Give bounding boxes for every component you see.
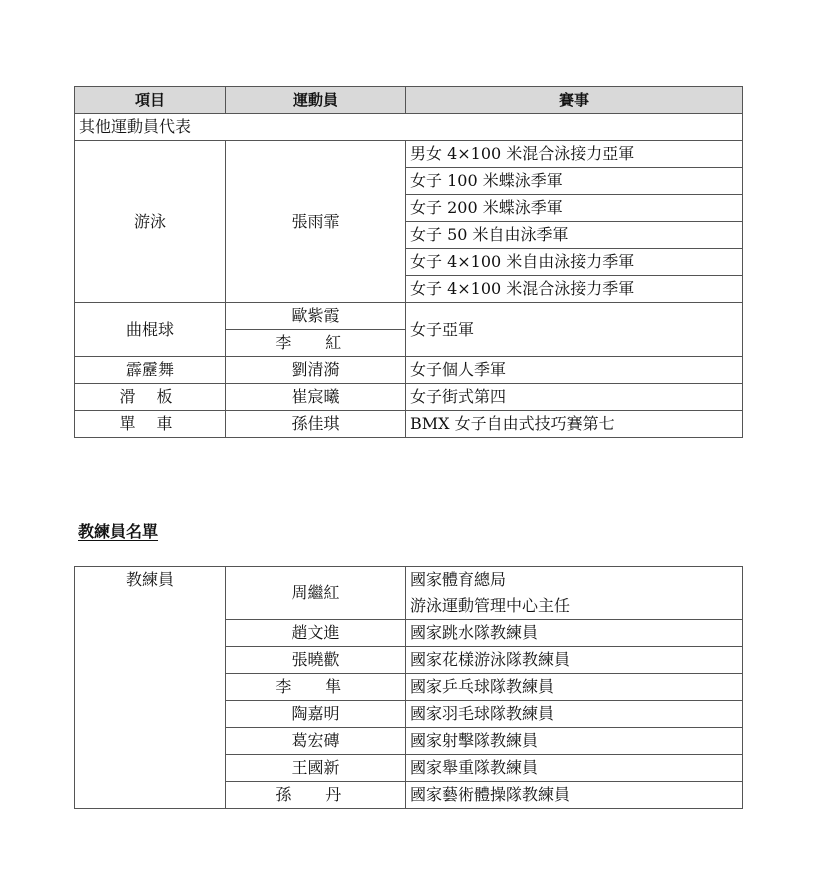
event-cell: 女子 200 米蝶泳季軍: [406, 195, 743, 222]
coach-title: 國家藝術體操隊教練員: [406, 782, 743, 809]
coach-name: 葛宏磚: [226, 728, 406, 755]
coach-name: 張曉歡: [226, 647, 406, 674]
header-event: 賽事: [406, 87, 743, 114]
table-row: [75, 303, 743, 330]
athletes-table: [74, 86, 743, 438]
event-cell: BMX 女子自由式技巧賽第七: [406, 411, 743, 438]
table-row: [75, 567, 743, 620]
event-cell: 女子個人季軍: [406, 357, 743, 384]
coach-title: 國家羽毛球隊教練員: [406, 701, 743, 728]
event-cell: 女子 4×100 米混合泳接力季軍: [406, 276, 743, 303]
coach-title: 國家乒乓球隊教練員: [406, 674, 743, 701]
athlete-swimming: 張雨霏: [226, 141, 406, 303]
coach-title: 國家花樣游泳隊教練員: [406, 647, 743, 674]
coaches-table: [74, 566, 743, 809]
event-cell: 女子街式第四: [406, 384, 743, 411]
athlete-cell: 孫佳琪: [226, 411, 406, 438]
coach-title-line2: 游泳運動管理中心主任: [410, 596, 571, 615]
event-cell: 女子 4×100 米自由泳接力季軍: [406, 249, 743, 276]
sport-swimming: 游泳: [75, 141, 226, 303]
section-label: 其他運動員代表: [75, 114, 743, 141]
coach-title: 國家射擊隊教練員: [406, 728, 743, 755]
coach-name: 孫 丹: [226, 782, 406, 809]
coach-name: 陶嘉明: [226, 701, 406, 728]
athlete-cell: 劉清漪: [226, 357, 406, 384]
sport-hockey: 曲棍球: [75, 303, 226, 357]
coach-name: 周繼紅: [226, 567, 406, 620]
coach-title-line1: 國家體育總局: [410, 570, 507, 589]
sport-cell: 霹靂舞: [75, 357, 226, 384]
header-row: [75, 87, 743, 114]
sport-cell: 滑 板: [75, 384, 226, 411]
section-row: [75, 114, 743, 141]
coach-name: 王國新: [226, 755, 406, 782]
header-sport: 項目: [75, 87, 226, 114]
coach-title: [406, 567, 743, 620]
coach-role: 教練員: [75, 567, 226, 809]
table-row: [75, 141, 743, 168]
sport-cell: 單 車: [75, 411, 226, 438]
athlete-cell: 崔宸曦: [226, 384, 406, 411]
header-athlete: 運動員: [226, 87, 406, 114]
coaches-heading: 教練員名單: [78, 522, 159, 541]
coach-title: 國家舉重隊教練員: [406, 755, 743, 782]
table-row: [75, 384, 743, 411]
event-cell: 女子亞軍: [406, 303, 743, 357]
event-cell: 男女 4×100 米混合泳接力亞軍: [406, 141, 743, 168]
coach-name: 李 隼: [226, 674, 406, 701]
table-row: [75, 357, 743, 384]
coach-name: 趙文進: [226, 620, 406, 647]
table-row: [75, 411, 743, 438]
athlete-cell: 李 紅: [226, 330, 406, 357]
event-cell: 女子 50 米自由泳季軍: [406, 222, 743, 249]
coach-title: 國家跳水隊教練員: [406, 620, 743, 647]
athlete-cell: 歐紫霞: [226, 303, 406, 330]
event-cell: 女子 100 米蝶泳季軍: [406, 168, 743, 195]
